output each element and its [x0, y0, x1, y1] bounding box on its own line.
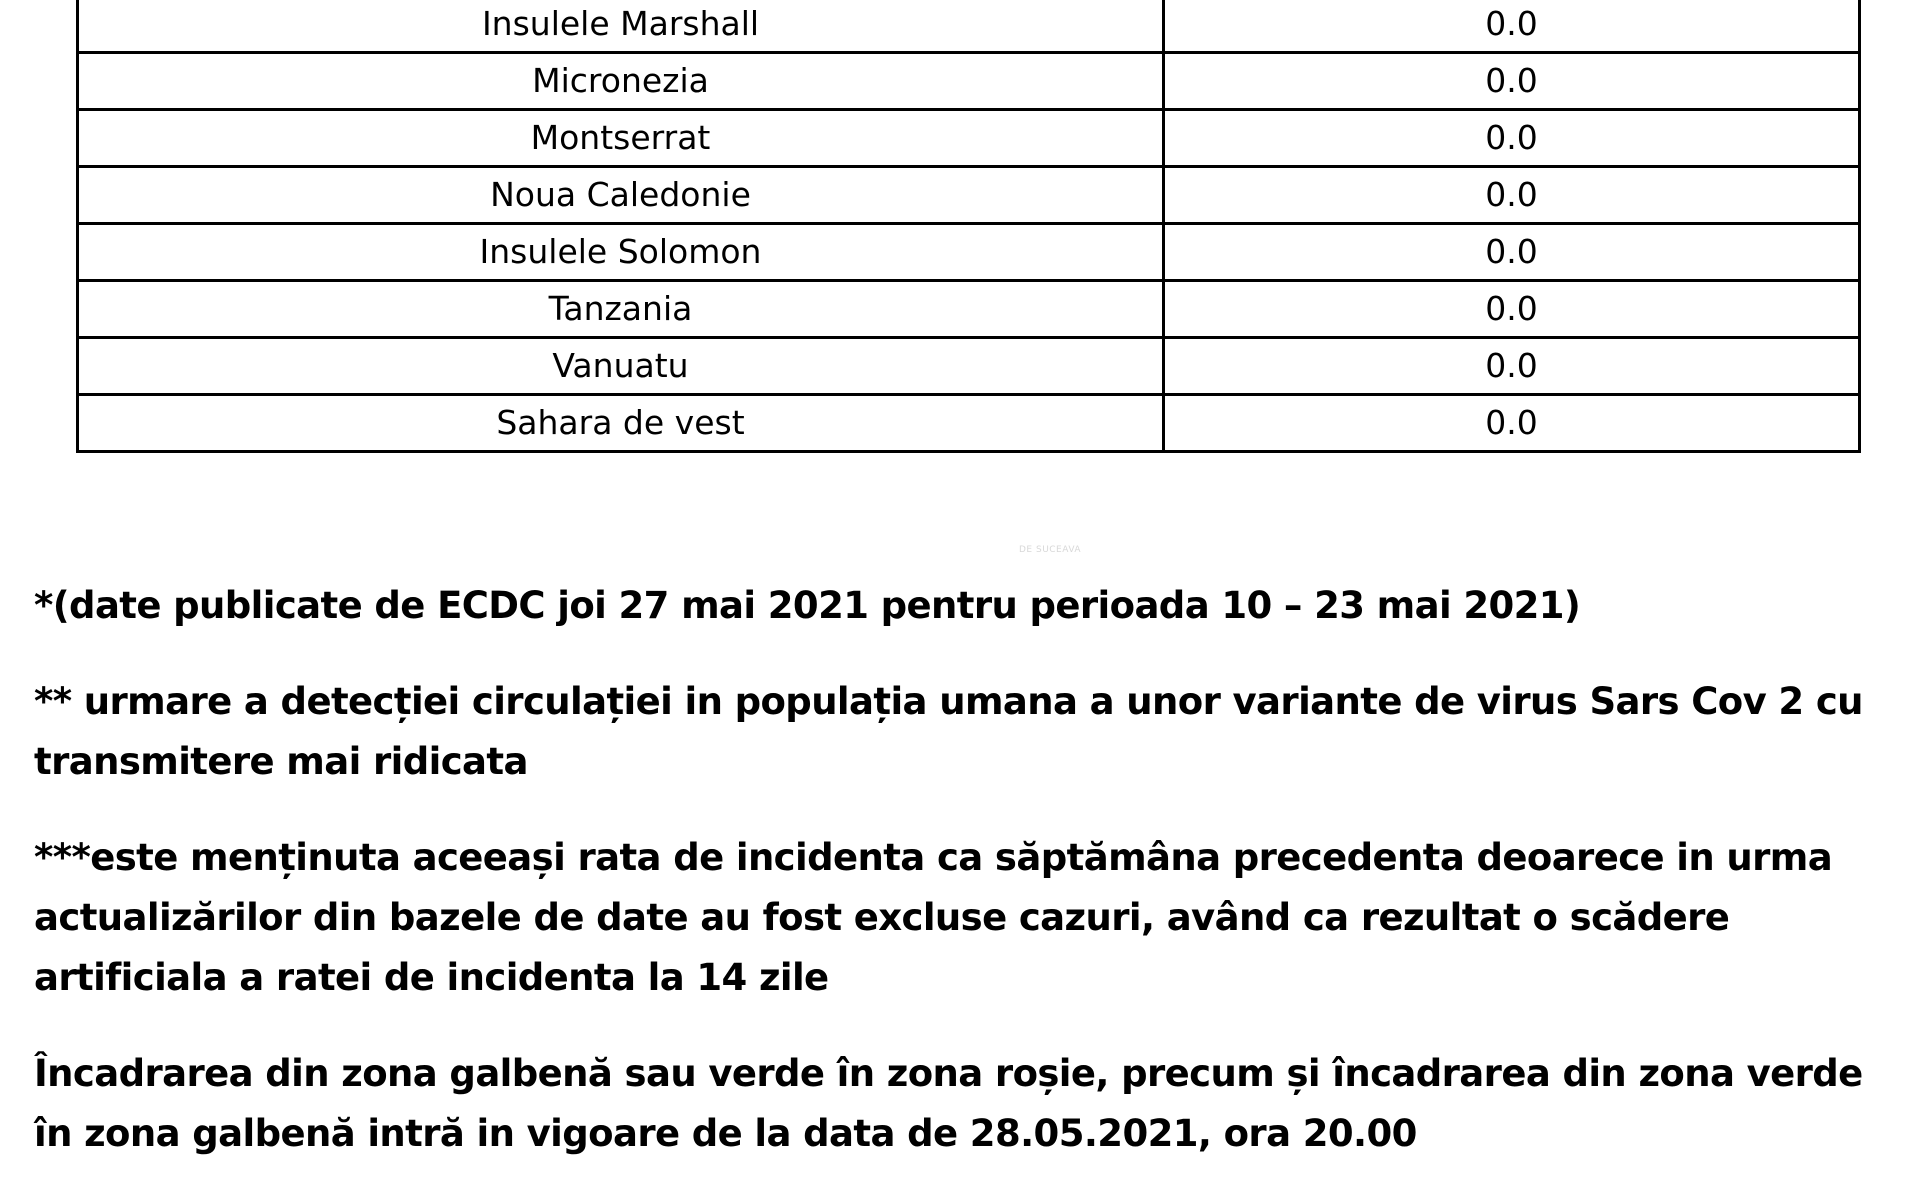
- country-cell: Tanzania: [78, 281, 1164, 338]
- value-cell: 0.0: [1164, 53, 1860, 110]
- country-cell: Noua Caledonie: [78, 167, 1164, 224]
- country-cell: Sahara de vest: [78, 395, 1164, 452]
- footnote-variants: ** urmare a detecției circulației in populația umana a unor variante de virus Sars Cov 2 cu transmitere mai ridicata: [34, 680, 1863, 783]
- table-row: [78, 53, 1860, 110]
- country-cell: Insulele Marshall: [78, 0, 1164, 53]
- table-row: [78, 395, 1860, 452]
- value-cell: 0.0: [1164, 338, 1860, 395]
- data-table: [76, 0, 1861, 453]
- country-cell: Insulele Solomon: [78, 224, 1164, 281]
- table-row: [78, 0, 1860, 53]
- value-cell: 0.0: [1164, 281, 1860, 338]
- country-cell: Montserrat: [78, 110, 1164, 167]
- country-incidence-table: [76, 0, 1858, 453]
- value-cell: 0.0: [1164, 167, 1860, 224]
- footnotes: [34, 576, 1894, 1200]
- country-cell: Micronezia: [78, 53, 1164, 110]
- value-cell: 0.0: [1164, 395, 1860, 452]
- table-row: [78, 338, 1860, 395]
- table-row: [78, 224, 1860, 281]
- value-cell: 0.0: [1164, 0, 1860, 53]
- country-cell: Vanuatu: [78, 338, 1164, 395]
- table-row: [78, 110, 1860, 167]
- watermark-text: DE SUCEAVA: [1019, 545, 1082, 555]
- table-row: [78, 281, 1860, 338]
- footnote-ecdc-date: *(date publicate de ECDC joi 27 mai 2021 pentru perioada 10 – 23 mai 2021): [34, 584, 1581, 627]
- table-row: [78, 167, 1860, 224]
- value-cell: 0.0: [1164, 110, 1860, 167]
- value-cell: 0.0: [1164, 224, 1860, 281]
- footnote-incidence-rate: ***este menținuta aceeași rata de incidenta ca săptămâna precedenta deoarece in urma actualizărilor din bazele de date au fost excluse cazuri, având ca rezultat o scădere artificiala a ratei de incidenta la 14 zile: [34, 836, 1833, 999]
- footnote-effective-date: Încadrarea din zona galbenă sau verde în zona roșie, precum și încadrarea din zona verde în zona galbenă intră in vigoare de la data de 28.05.2021, ora 20.00: [34, 1052, 1863, 1155]
